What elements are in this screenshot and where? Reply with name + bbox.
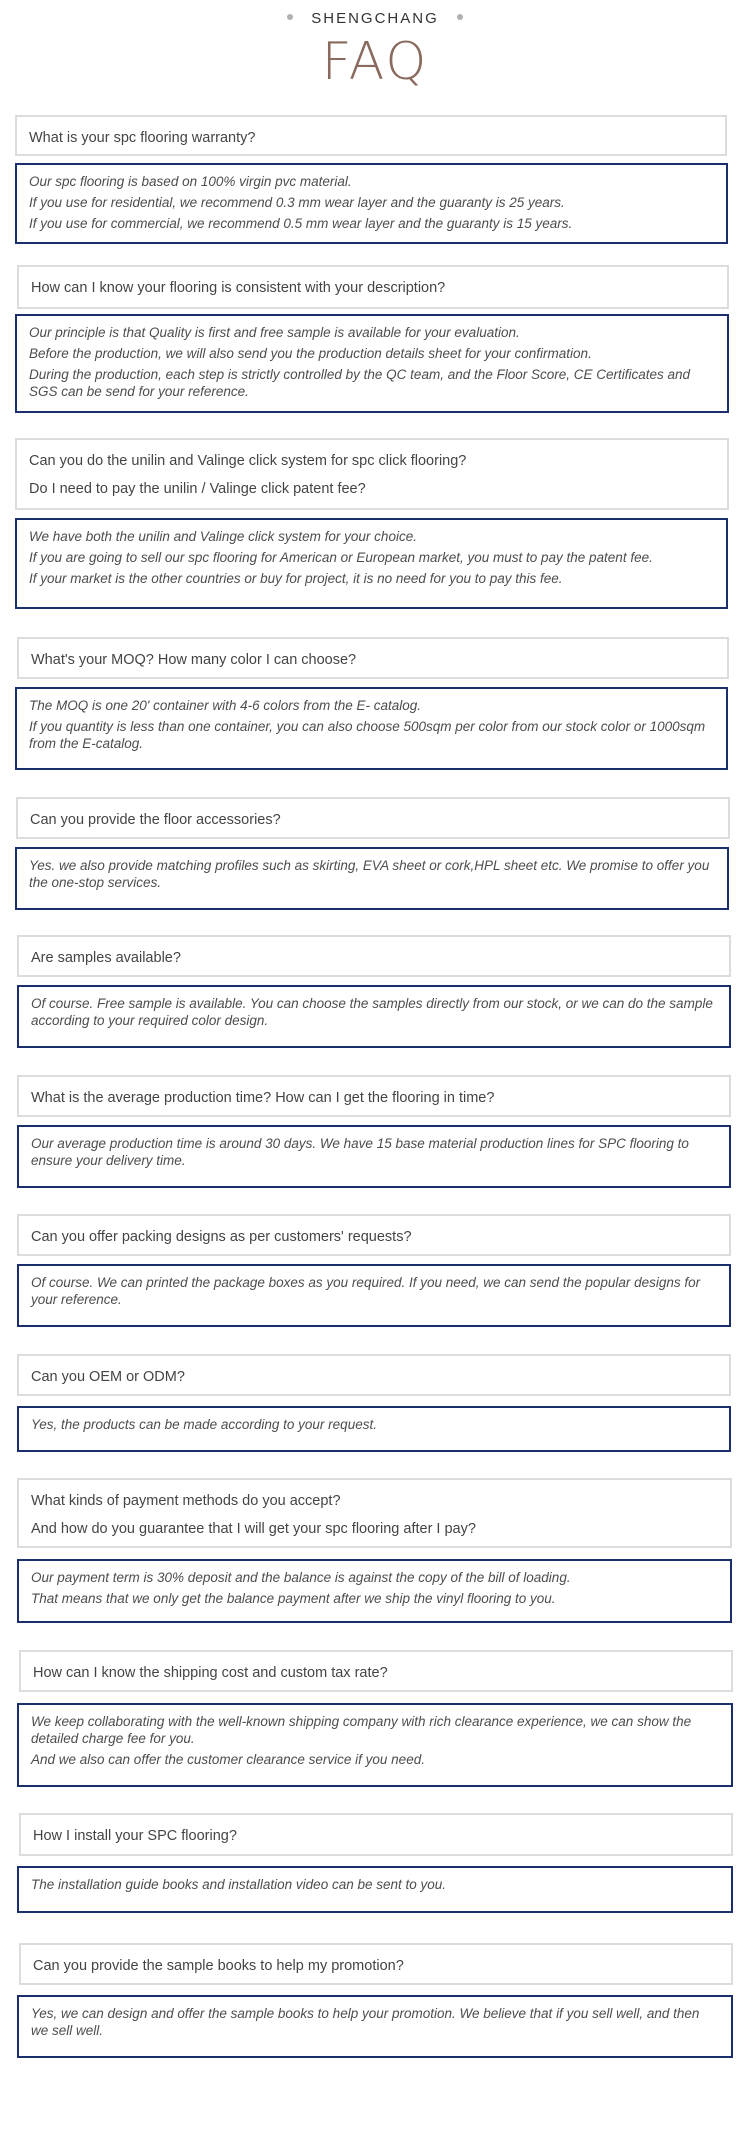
faq-answer-text: We have both the unilin and Valinge click system for your choice.: [29, 529, 417, 544]
faq-answer-text: Yes, the products can be made according to your request.: [31, 1417, 377, 1432]
faq-answer-text: The MOQ is one 20' container with 4-6 colors from the E- catalog.: [29, 698, 422, 713]
faq-answer-text: Before the production, we will also send you the production details sheet for your confirmation.: [29, 346, 592, 361]
faq-answer-text: Our average production time is around 30 days. We have 15 base material production lines for SPC flooring to ensure your delivery time.: [31, 1136, 689, 1168]
faq-question-text: What kinds of payment methods do you accept?: [31, 1493, 341, 1509]
faq-answer: [17, 1264, 731, 1327]
faq-answer-text: Of course. We can printed the package boxes as you required. If you need, we can send the popular designs for your reference.: [31, 1275, 701, 1307]
faq-question: [17, 935, 731, 977]
faq-answer-text: If you use for commercial, we recommend 0.5 mm wear layer and the guaranty is 15 years.: [29, 216, 573, 231]
faq-question: [19, 1813, 733, 1856]
brand-name: SHENGCHANG: [311, 10, 439, 27]
faq-answer: [15, 314, 729, 413]
faq-question-text: Do I need to pay the unilin / Valinge click patent fee?: [29, 481, 366, 497]
faq-answer-text: And we also can offer the customer clearance service if you need.: [31, 1752, 425, 1767]
page-title: FAQ: [321, 32, 429, 92]
faq-answer: [17, 1125, 731, 1188]
faq-question-text: How can I know the shipping cost and custom tax rate?: [33, 1665, 388, 1681]
faq-answer: [17, 1406, 731, 1452]
faq-answer: [15, 163, 728, 244]
faq-question-text: Can you provide the sample books to help my promotion?: [33, 1958, 404, 1974]
faq-question-text: What is the average production time? How can I get the flooring in time?: [31, 1090, 495, 1106]
faq-question-text: What is your spc flooring warranty?: [29, 130, 256, 146]
faq-answer-text: Our principle is that Quality is first and free sample is available for your evaluation.: [29, 325, 520, 340]
faq-question-text: Can you OEM or ODM?: [31, 1369, 185, 1385]
faq-answer-text: Yes. we also provide matching profiles such as skirting, EVA sheet or cork,HPL sheet etc. We promise to offer you the one-stop services.: [29, 858, 710, 890]
faq-answer-text: If you use for residential, we recommend 0.3 mm wear layer and the guaranty is 25 years.: [29, 195, 565, 210]
bullet-dot-left-icon: [287, 14, 293, 20]
faq-answer-text: We keep collaborating with the well-known shipping company with rich clearance experience, we can show the detailed charge fee for you.: [31, 1714, 692, 1746]
faq-answer-text: That means that we only get the balance payment after we ship the vinyl flooring to you.: [31, 1591, 556, 1606]
faq-question-text: Can you provide the floor accessories?: [30, 812, 281, 828]
faq-answer-text: Our payment term is 30% deposit and the balance is against the copy of the bill of loading.: [31, 1570, 571, 1585]
faq-question: [15, 438, 729, 510]
faq-answer: [15, 687, 728, 770]
faq-answer-text: Yes, we can design and offer the sample books to help your promotion. We believe that if you sell well, and then we sell well.: [31, 2006, 700, 2038]
faq-question-text: How I install your SPC flooring?: [33, 1828, 237, 1844]
faq-question: [17, 1214, 731, 1256]
faq-question-text: What's your MOQ? How many color I can choose?: [31, 652, 357, 668]
faq-answer-text: If you are going to sell our spc flooring for American or European market, you must to pay the patent fee.: [29, 550, 653, 565]
faq-answer: [17, 985, 731, 1048]
faq-answer-text: Of course. Free sample is available. You can choose the samples directly from our stock, or we can do the sample according to your required color design.: [31, 996, 713, 1028]
faq-answer: [15, 518, 728, 609]
faq-answer: [15, 847, 729, 910]
faq-question: [17, 265, 729, 309]
faq-answer-text: During the production, each step is strictly controlled by the QC team, and the Floor Score, CE Certificates and SGS can be send for your reference.: [29, 367, 691, 399]
faq-question: [17, 1478, 732, 1548]
faq-answer: [17, 1703, 733, 1787]
brand-row: [0, 10, 750, 27]
bullet-dot-right-icon: [457, 14, 463, 20]
faq-question-text: How can I know your flooring is consistent with your description?: [31, 280, 446, 296]
page-header: [0, 0, 750, 105]
faq-question: [17, 1354, 731, 1396]
faq-question: [17, 1075, 731, 1117]
faq-question-text: Can you do the unilin and Valinge click system for spc click flooring?: [29, 453, 467, 469]
faq-question: [16, 797, 730, 839]
faq-question: [15, 115, 727, 156]
faq-answer-text: If your market is the other countries or buy for project, it is no need for you to pay this fee.: [29, 571, 563, 586]
faq-question: [19, 1650, 733, 1692]
faq-question: [17, 637, 729, 679]
faq-question-text: Are samples available?: [31, 950, 181, 966]
faq-question-text: And how do you guarantee that I will get your spc flooring after I pay?: [31, 1521, 476, 1537]
faq-question: [19, 1943, 733, 1985]
faq-answer: [17, 1995, 733, 2058]
faq-answer-text: If you quantity is less than one container, you can also choose 500sqm per color from our stock color or 1000sqm from the E-catalog.: [29, 719, 706, 751]
faq-answer-text: The installation guide books and installation video can be sent to you.: [31, 1877, 447, 1892]
faq-answer: [17, 1559, 732, 1623]
faq-answer-text: Our spc flooring is based on 100% virgin pvc material.: [29, 174, 352, 189]
faq-question-text: Can you offer packing designs as per customers' requests?: [31, 1229, 412, 1245]
faq-answer: [17, 1866, 733, 1913]
